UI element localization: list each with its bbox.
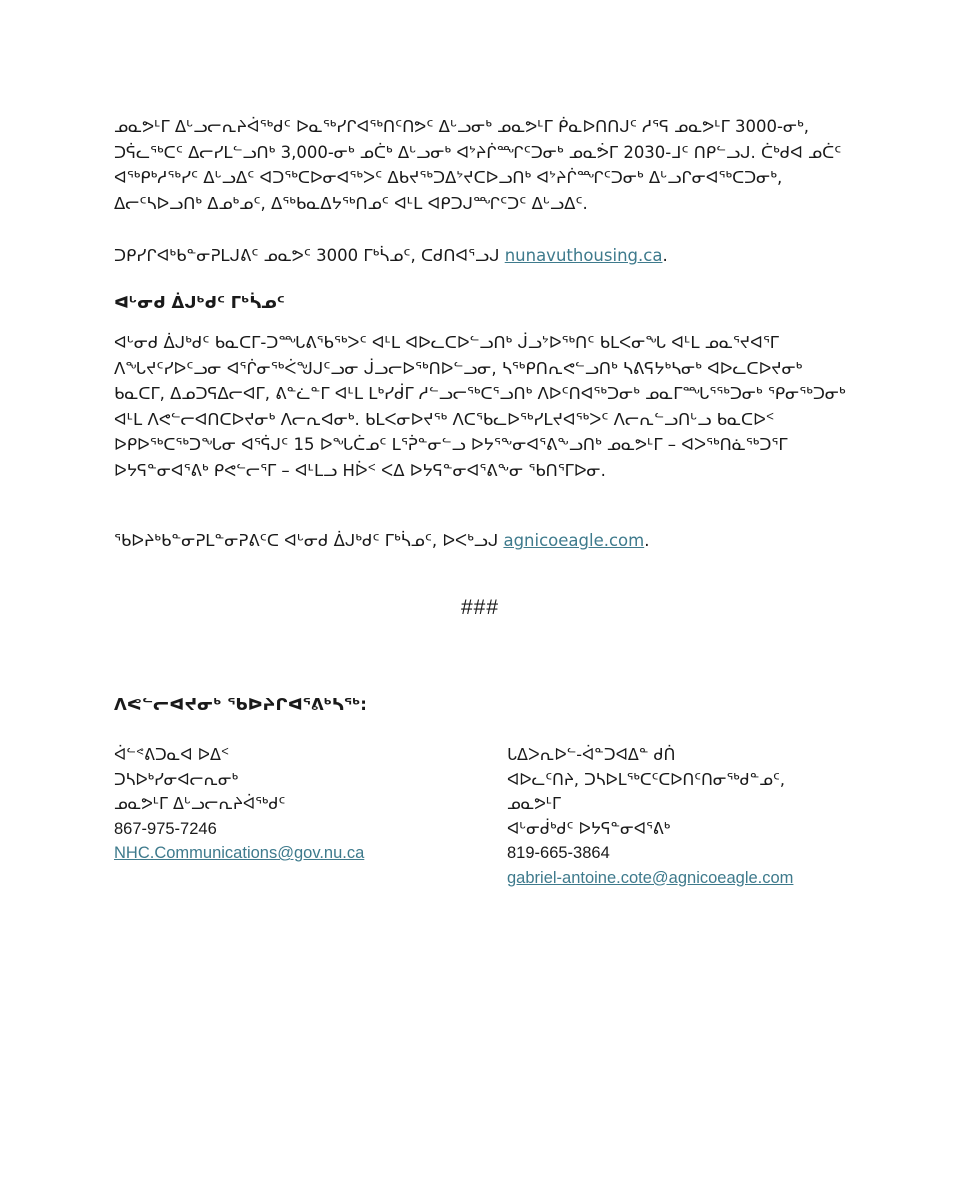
- contact-left-org: ᓄᓇᕗᒻᒥ ᐃᒡᓗᓕᕆᔨᐋᖅᑯᑦ: [114, 794, 286, 813]
- more-info-nunavut-text: ᑐᑭᓯᒋᐊᒃᑲᓐᓂᕈᒪᒍᕕᑦ ᓄᓇᕗᑦ 3000 ᒥᒃᓵᓄᑦ, ᑕᑯᑎᐊᕐᓗᒍ: [114, 246, 500, 265]
- agnico-eagle-link[interactable]: agnicoeagle.com: [503, 531, 645, 550]
- contact-right-phone: 819-665-3864: [507, 844, 610, 862]
- contacts-heading: ᐱᕙᓪᓕᐊᔪᓂᒃ ᖃᐅᔨᒋᐊᕐᕕᒃᓴᖅ:: [114, 695, 367, 714]
- contact-left-name: ᐋᓪᕝᕕᑐᓇᐊ ᐅᐃᑉ: [114, 745, 230, 764]
- contact-right-region: ᓄᓇᕗᒻᒥ: [507, 794, 561, 813]
- nunavut-housing-link[interactable]: nunavuthousing.ca: [504, 246, 663, 265]
- contact-right: [507, 743, 907, 890]
- contact-right-role: ᐊᐅᓚᑦᑎᔨ, ᑐᓴᐅᒪᖅᑕᑦᑕᐅᑎᑦᑎᓂᕐᒃᑯᓐᓄᑦ,: [507, 769, 785, 789]
- about-agnico-heading: ᐊᒡᓂᑯ ᐄᒍᒃᑯᑦ ᒥᒃᓵᓄᑦ: [114, 293, 285, 312]
- end-separator: ###: [460, 596, 500, 619]
- contact-left-role: ᑐᓴᐅᒃᓯᓂᐊᓕᕆᓂᒃ: [114, 769, 239, 789]
- more-info-agnico-paragraph: ᖃᐅᔨᒃᑲᓐᓂᕈᒪᓐᓂᕈᕕᑦᑕ ᐊᒡᓂᑯ ᐄᒍᒃᑯᑦ ᒥᒃᓵᓄᑦ, ᐅᐸᒃᓗᒍ agnicoeagle.com.: [114, 531, 650, 550]
- contact-right-name: ᒐᐃᐳᕆᐅᓪ-ᐋᓐᑐᐊᐃᓐ ᑯᑏ: [507, 745, 676, 764]
- contact-left-email[interactable]: NHC.Communications@gov.nu.ca: [114, 844, 365, 862]
- about-agnico-paragraph: ᐊᒡᓂᑯ ᐄᒍᒃᑯᑦ ᑲᓇᑕᒥ-ᑐᙵᕕᖃᖅᐳᑦ ᐊᒻᒪ ᐊᐅᓚᑕᐅᓪᓗᑎᒃ ᒎᓗᔾᐅᖅᑎᑦ ᑲᒪᐸᓂᖓ ᐊᒻᒪ ᓄᓇᕐᔪᐊᕐᒥ ᐱᖓᔪᑦᓯᐅᑦᓗᓂ ᐊᕐᒌᓂᖅᐹᖑᒍᑦᓗᓂ ᒎᓗᓕᐅᖅᑎᐅᓪᓗᓂ, ᓴᖅᑭᑎᕆᕙᓪᓗᑎᒃ ᓴᕕᕋᔭᒃᓴᓂᒃ ᐊᐅᓚᑕᐅᔪᓂᒃ ᑲᓇᑕᒥ, ᐃᓄᑐᕋᐃᓕᐊᒥ, ᕕᓐᓛᓐᒥ ᐊᒻᒪ ᒪᒃᓯᑰᒥ ᓱᓪᓗᓕᖅᑕᕐᓗᑎᒃ ᐱᐅᑦᑎᐊᖅᑐᓂᒃ ᓄᓇᒥᙵᕐᖅᑐᓂᒃ ᕿᓂᖅᑐᓂᒃ ᐊᒻᒪ ᐱᕙᓪᓕᐊᑎᑕᐅᔪᓂᒃ ᐱᓕᕆᐊᓂᒃ. ᑲᒪᐸᓂᐅᔪᖅ ᐱᑕᖃᓚᐅᖅᓯᒪᔪᐊᖅᐳᑦ ᐱᓕᕆᓪᓗᑎᒡᓗ ᑲᓇᑕᐅᑉ ᐅᑭᐅᖅᑕᖅᑐᖓᓂ ᐊᕐᕌᒍᑦ 15 ᐅᖓᑖᓄᑦ ᒪᕐᕉᓐᓂᓪᓗ ᐅᔭᕐᖕᓂᐊᕐᕕᖕᓗᑎᒃ ᓄᓇᕗᒻᒥ – ᐊᐳᖅᑎᓈᖅᑐᕐᒥ ᐅᔭᕋᓐᓂᐊᕐᕕᒃ ᑭᕙᓪᓕᕐᒥ – ᐊᒻᒪᓗ ᕼᐆᑉ ᐸᐃ ᐅᔭᕋᓐᓂᐊᕐᕕᖕᓂ ᖃᑎᕐᒥᐅᓂ.: [114, 333, 846, 480]
- intro-paragraph: ᓄᓇᕗᒻᒥ ᐃᒡᓗᓕᕆᔨᐋᖅᑯᑦ ᐅᓇᖅᓯᒋᐊᖅᑎᑦᑎᕗᑦ ᐃᒡᓗᓂᒃ ᓄᓇᕗᒻᒥ ᑮᓇᐅᑎᑎᒍᑦ ᓱᕐᕋ ᓄᓇᕗᒻᒥ 3000-ᓂᒃ, ᑐᕌᓚᖅᑕᑦ ᐃᓕᓯᒪᓪᓗᑎᒃ 3,000-ᓂᒃ ᓄᑖᒃ ᐃᒡᓗᓂᒃ ᐊᔾᔨᒌᙱᑦᑐᓂᒃ ᓄᓇᕘᒥ 2030-ᒧᑦ ᑎᑭᓪᓗᒍ. ᑖᒃᑯᐊ ᓄᑖᑦ ᐊᖅᑭᒃᓱᖅᓯᑦ ᐃᒡᓗᐃᑦ ᐊᑐᖅᑕᐅᓂᐊᖅᐳᑦ ᐃᑲᔪᖅᑐᐃᔾᔪᑕᐅᓗᑎᒃ ᐊᔾᔨᒌᙱᑦᑐᓂᒃ ᐃᒡᓗᒋᓂᐊᖅᑕᑐᓂᒃ, ᐃᓕᑦᓴᐅᓗᑎᒃ ᐃᓄᒃᓄᑦ, ᐃᖅᑲᓇᐃᔭᖅᑎᓄᑦ ᐊᒻᒪ ᐊᑭᑐᒍᙱᑦᑐᑦ ᐃᒡᓗᐃᑦ.: [114, 117, 842, 213]
- contact-left: [114, 743, 474, 866]
- contact-right-org: ᐊᒡᓂᑰᒃᑯᑦ ᐅᔭᕋᓐᓂᐊᕐᕕᒃ: [507, 818, 671, 838]
- more-info-agnico-text: ᖃᐅᔨᒃᑲᓐᓂᕈᒪᓐᓂᕈᕕᑦᑕ ᐊᒡᓂᑯ ᐄᒍᒃᑯᑦ ᒥᒃᓵᓄᑦ, ᐅᐸᒃᓗᒍ: [114, 531, 499, 550]
- more-info-nunavut-paragraph: ᑐᑭᓯᒋᐊᒃᑲᓐᓂᕈᒪᒍᕕᑦ ᓄᓇᕗᑦ 3000 ᒥᒃᓵᓄᑦ, ᑕᑯᑎᐊᕐᓗᒍ nunavuthousing.ca.: [114, 246, 668, 265]
- contact-right-email[interactable]: gabriel-antoine.cote@agnicoeagle.com: [507, 868, 794, 887]
- contact-left-phone: 867-975-7246: [114, 819, 217, 838]
